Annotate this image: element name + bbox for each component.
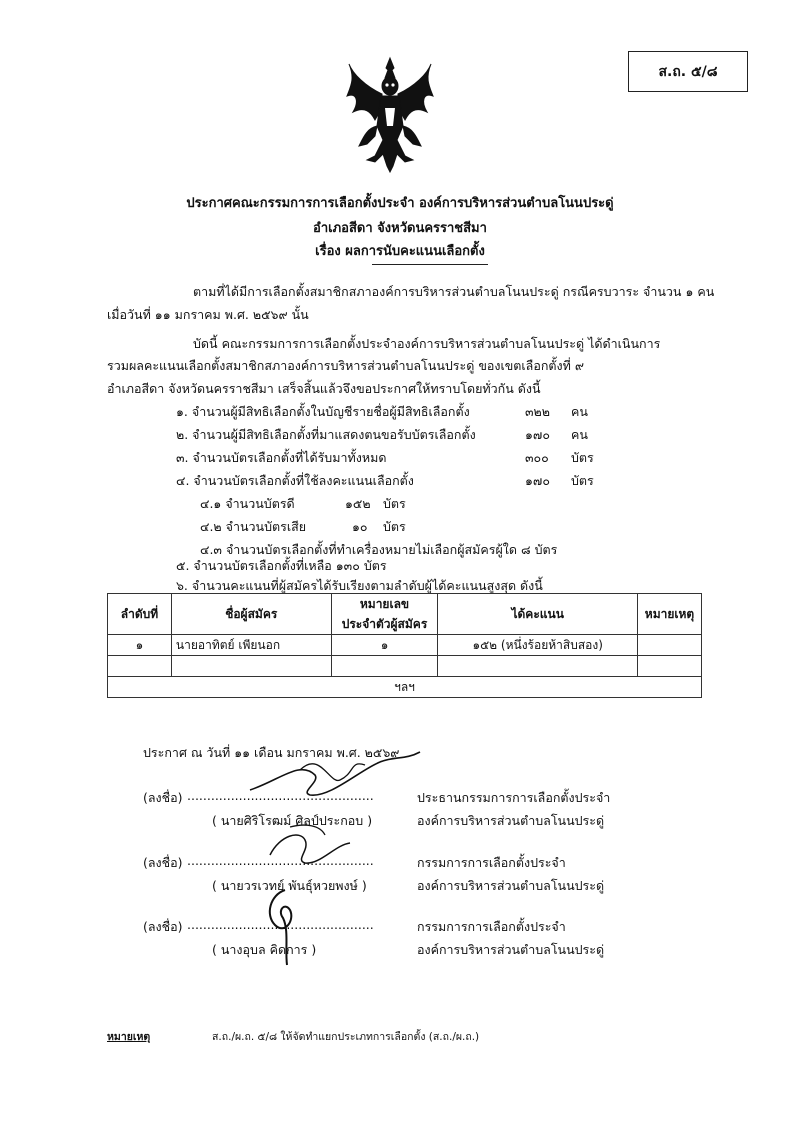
cell-name (171, 656, 331, 677)
document-code (628, 51, 748, 92)
handwritten-signature-2 (250, 815, 360, 875)
signer-role-line2: องค์การบริหารส่วนตำบลโนนประดู่ (417, 942, 605, 957)
result-item-5: ๕. จำนวนบัตรเลือกตั้งที่เหลือ ๑๓๐ บัตร (176, 558, 387, 573)
signer-role-line1: กรรมการการเลือกตั้งประจำ (417, 919, 566, 934)
result-item-value: ๑๗๐ (525, 473, 550, 488)
result-item-label: ๑. จำนวนผู้มีสิทธิเลือกตั้งในบัญชีรายชื่อผู้มีสิทธิเลือกตั้ง (176, 404, 470, 419)
table-row (108, 656, 702, 677)
column-header-number-line2: ประจำตัวผู้สมัคร (341, 617, 428, 631)
signer-name: ( นายศิริโรฒม์ ศิลป์ประกอบ ) (212, 813, 373, 828)
note-label: หมายเหตุ (107, 1031, 151, 1043)
result-item-value: ๑๗๐ (525, 427, 550, 442)
table-footer-row (108, 677, 702, 698)
result-subitem-unit: บัตร (383, 496, 406, 511)
result-subitem-label: ๔.๓ จำนวนบัตรเลือกตั้งที่ทำเครื่องหมายไม่เลือกผู้สมัครผู้ใด ๘ บัตร (200, 542, 558, 557)
result-item-unit: บัตร (571, 450, 594, 465)
cell-score: ๑๕๒ (หนึ่งร้อยห้าสิบสอง) (438, 635, 638, 656)
result-item-value: ๓๒๒ (525, 404, 551, 419)
sign-dots: ............................................... (187, 917, 374, 932)
result-item-value: ๓๐๐ (525, 450, 549, 465)
candidate-table (107, 593, 702, 698)
garuda-emblem-icon (345, 56, 435, 176)
sign-dots: ............................................... (187, 853, 374, 868)
column-header-order: ลำดับที่ (108, 594, 172, 635)
cell-remark (637, 635, 701, 656)
handwritten-signature-3 (255, 880, 315, 970)
signer-role-line2: องค์การบริหารส่วนตำบลโนนประดู่ (417, 878, 605, 893)
note-text: ส.ถ./ผ.ถ. ๕/๘ ให้จัดทำแยกประเภทการเลือกตั้ง (ส.ถ./ผ.ถ.) (212, 1031, 480, 1043)
sign-label: (ลงชื่อ) (143, 855, 183, 870)
column-header-remark: หมายเหตุ (637, 594, 701, 635)
intro-line1: ตามที่ได้มีการเลือกตั้งสมาชิกสภาองค์การบริหารส่วนตำบลโนนประดู่ กรณีครบวาระ จำนวน ๑ คน (193, 284, 715, 299)
column-header-name: ชื่อผู้สมัคร (171, 594, 331, 635)
column-header-number-line1: หมายเลข (359, 597, 410, 611)
body-line3: อำเภอสีดา จังหวัดนครราชสีมา เสร็จสิ้นแล้วจึงขอประกาศให้ทราบโดยทั่วกัน ดังนี้ (107, 381, 541, 396)
signer-role-line1: ประธานกรรมการการเลือกตั้งประจำ (417, 790, 611, 805)
result-subitem-label: ๔.๒ จำนวนบัตรเสีย (200, 519, 307, 534)
intro-line2: เมื่อวันที่ ๑๑ มกราคม พ.ศ. ๒๕๖๙ นั้น (107, 307, 309, 322)
column-header-score: ได้คะแนน (438, 594, 638, 635)
result-subitem-label: ๔.๑ จำนวนบัตรดี (200, 496, 295, 511)
signer-name: ( นางอุบล คิดการ ) (212, 942, 317, 957)
column-header-number (331, 594, 438, 635)
result-item-label: ๔. จำนวนบัตรเลือกตั้งที่ใช้ลงคะแนนเลือกตั้ง (176, 473, 414, 488)
result-subitem-value: ๑๐ (352, 519, 368, 534)
announcement-subject: เรื่อง ผลการนับคะแนนเลือกตั้ง (315, 244, 485, 259)
document-code-text: ส.ถ. ๕/๘ (658, 63, 718, 80)
result-item-label: ๒. จำนวนผู้มีสิทธิเลือกตั้งที่มาแสดงตนขอรับบัตรเลือกตั้ง (176, 427, 476, 442)
announcement-title-line2: อำเภอสีดา จังหวัดนครราชสีมา (313, 221, 487, 236)
handwritten-signature-1 (240, 740, 430, 810)
sign-dots: ............................................... (187, 788, 374, 803)
title-underline (372, 264, 488, 265)
announcement-date: ประกาศ ณ วันที่ ๑๑ เดือน มกราคม พ.ศ. ๒๕๖๙ (143, 745, 400, 760)
result-item-unit: บัตร (571, 473, 594, 488)
result-item-unit: คน (571, 404, 588, 419)
sign-label: (ลงชื่อ) (143, 919, 183, 934)
cell-remark (637, 656, 701, 677)
signer-role-line1: กรรมการการเลือกตั้งประจำ (417, 855, 566, 870)
sign-label: (ลงชื่อ) (143, 790, 183, 805)
body-line1: บัดนี้ คณะกรรมการการเลือกตั้งประจำองค์การบริหารส่วนตำบลโนนประดู่ ได้ดำเนินการ (193, 336, 661, 351)
result-item-unit: คน (571, 427, 588, 442)
cell-order (108, 656, 172, 677)
announcement-title-line1: ประกาศคณะกรรมการการเลือกตั้งประจำ องค์การบริหารส่วนตำบลโนนประดู่ (186, 196, 614, 211)
signer-name: ( นายวรเวทย์ พันธุ์หวยพงษ์ ) (212, 878, 367, 893)
cell-order: ๑ (108, 635, 172, 656)
cell-score (438, 656, 638, 677)
table-footer: ฯลฯ (108, 677, 702, 698)
result-item-label: ๓. จำนวนบัตรเลือกตั้งที่ได้รับมาทั้งหมด (176, 450, 387, 465)
result-subitem-unit: บัตร (383, 519, 406, 534)
result-item-6: ๖. จำนวนคะแนนที่ผู้สมัครได้รับเรียงตามลำดับผู้ได้คะแนนสูงสุด ดังนี้ (176, 578, 543, 593)
signer-role-line2: องค์การบริหารส่วนตำบลโนนประดู่ (417, 813, 605, 828)
cell-name: นายอาทิตย์ เพียนอก (171, 635, 331, 656)
table-row (108, 635, 702, 656)
cell-number: ๑ (331, 635, 438, 656)
result-subitem-value: ๑๕๒ (345, 496, 371, 511)
cell-number (331, 656, 438, 677)
body-line2: รวมผลคะแนนเลือกตั้งสมาชิกสภาองค์การบริหารส่วนตำบลโนนประดู่ ของเขตเลือกตั้งที่ ๙ (107, 358, 585, 373)
table-header-row (108, 594, 702, 635)
